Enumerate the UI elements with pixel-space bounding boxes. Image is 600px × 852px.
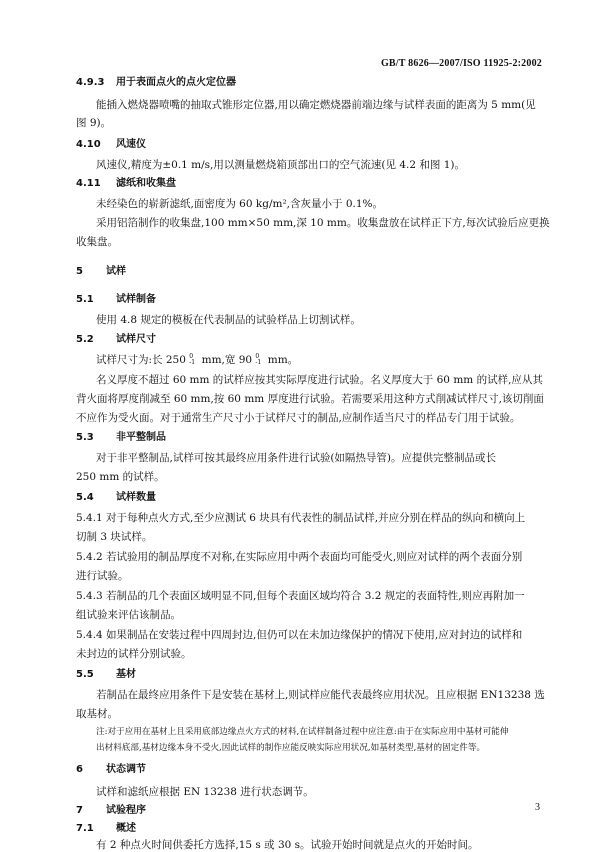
heading-4-10: [76, 138, 146, 152]
page-number: 3: [535, 802, 540, 813]
section-number: 5.1: [76, 294, 94, 305]
section-title: 滤纸和收集盘: [116, 178, 176, 189]
paragraph-line: 收集盘。: [76, 236, 118, 248]
section-number: 5.2: [76, 334, 94, 345]
size-length-text: 试样尺寸为:长 250: [96, 354, 186, 366]
paragraph-line: 未封边的试样分别试验。: [76, 648, 192, 660]
tolerance-width: 0 -1: [255, 353, 262, 366]
section-title: 试样制备: [116, 294, 156, 305]
paragraph-line: 使用 4.8 规定的模板在代表制品的试验样品上切割试样。: [96, 314, 361, 326]
heading-4-9-3: [76, 76, 236, 90]
heading-7: [76, 804, 146, 818]
paragraph-line: 图 9)。: [76, 117, 112, 129]
size-width-text: mm,宽 90: [201, 354, 253, 366]
paragraph-line: 未经染色的崭新滤纸,面密度为 60 kg/m²,含灰量小于 0.1%。: [96, 198, 384, 210]
note-line: 出材料底部,基材边缘本身不受火,因此试样的制作应能反映实际应用状况,如基材类型,基材的固定件等。: [96, 743, 486, 753]
section-title: 风速仪: [116, 139, 146, 150]
paragraph-line: 组试验来评估该制品。: [76, 609, 181, 621]
paragraph-line: 5.4.4 如果制品在安装过程中四周封边,但仍可以在未加边缘保护的情况下使用,应对封边的试样和: [76, 629, 523, 641]
section-number: 7: [76, 805, 83, 816]
section-title: 用于表面点火的点火定位器: [116, 77, 236, 88]
section-title: 非平整制品: [116, 432, 166, 443]
paragraph-line: 5.4.2 若试验用的制品厚度不对称,在实际应用中两个表面均可能受火,则应对试样的两个表面分别: [76, 551, 523, 563]
size-unit-text: mm。: [267, 354, 299, 366]
paragraph-line: 250 mm 的试样。: [76, 471, 165, 483]
heading-5-3: [76, 431, 166, 445]
section-number: 5.4: [76, 492, 94, 503]
section-number: 5.5: [76, 669, 94, 680]
paragraph-line: 5.4.1 对于每种点火方式,至少应测试 6 块具有代表性的制品试样,并应分别在样品的纵向和横向上: [76, 512, 526, 524]
section-number: 7.1: [76, 823, 94, 834]
heading-5-1: [76, 293, 156, 307]
section-title: 概述: [116, 823, 136, 834]
tolerance-length: 0 -1: [189, 353, 196, 366]
paragraph-line: 切制 3 块试样。: [76, 531, 153, 543]
paragraph-line: 背火面将厚度削减至 60 mm,按 60 mm 厚度进行试验。若需要采用这种方式削减试样尺寸,该切削面: [76, 393, 544, 405]
section-title: 试样: [106, 266, 126, 277]
section-title: 状态调节: [106, 764, 146, 775]
heading-5-2: [76, 333, 156, 347]
paragraph-line: 采用铝箔制作的收集盘,100 mm×50 mm,深 10 mm。收集盘放在试样正下方,每次试验后应更换: [96, 217, 550, 229]
heading-5: [76, 265, 126, 279]
section-title: 试样数量: [116, 492, 156, 503]
section-number: 4.10: [76, 139, 101, 150]
paragraph-line: 能插入燃烧器喷嘴的抽取式锥形定位器,用以确定燃烧器前端边缘与试样表面的距离为 5 mm(见: [96, 99, 536, 111]
heading-5-4: [76, 491, 156, 505]
paragraph-line: 试样和滤纸应根据 EN 13238 进行状态调节。: [96, 786, 314, 798]
paragraph-line: 不应作为受火面。对于通常生产尺寸小于试样尺寸的制品,应制作适当尺寸的样品专门用于试验。: [76, 412, 521, 424]
section-number: 5.3: [76, 432, 94, 443]
heading-6: [76, 763, 146, 777]
section-number: 4.11: [76, 178, 101, 189]
paragraph-line: 5.4.3 若制品的几个表面区域明显不同,但每个表面区域均符合 3.2 规定的表面特性,则应再附加一: [76, 590, 525, 602]
section-number: 6: [76, 764, 83, 775]
section-title: 试验程序: [106, 805, 146, 816]
note-line: 注:对于应用在基材上且采用底部边缘点火方式的材料,在试样制备过程中应注意:由于在实际应用中基材可能伸: [96, 727, 509, 737]
section-number: 5: [76, 266, 83, 277]
paragraph-line: 对于非平整制品,试样可按其最终应用条件进行试验(如隔热导管)。应提供完整制品或长: [96, 452, 497, 464]
section-number: 4.9.3: [76, 77, 105, 88]
section-title: 基材: [116, 669, 136, 680]
specimen-size-line: [96, 353, 298, 367]
paragraph-line: 取基材。: [76, 708, 118, 720]
paragraph-line: 名义厚度不超过 60 mm 的试样应按其实际厚度进行试验。名义厚度大于 60 mm 的试样,应从其: [96, 374, 543, 386]
paragraph-line: 进行试验。: [76, 570, 129, 582]
paragraph-line: 风速仪,精度为±0.1 m/s,用以测量燃烧箱顶部出口的空气流速(见 4.2 和图 1)。: [96, 159, 465, 171]
paragraph-line: 若制品在最终应用条件下是安装在基材上,则试样应能代表最终应用状况。且应根据 EN13238 选: [96, 689, 545, 701]
paragraph-line: 有 2 种点火时间供委托方选择,15 s 或 30 s。试验开始时间就是点火的开始时间。: [96, 839, 479, 851]
heading-5-5: [76, 668, 136, 682]
standard-code-header: GB/T 8626—2007/ISO 11925-2:2002: [380, 58, 542, 69]
section-title: 试样尺寸: [116, 334, 156, 345]
heading-4-11: [76, 177, 176, 191]
heading-7-1: [76, 822, 136, 836]
